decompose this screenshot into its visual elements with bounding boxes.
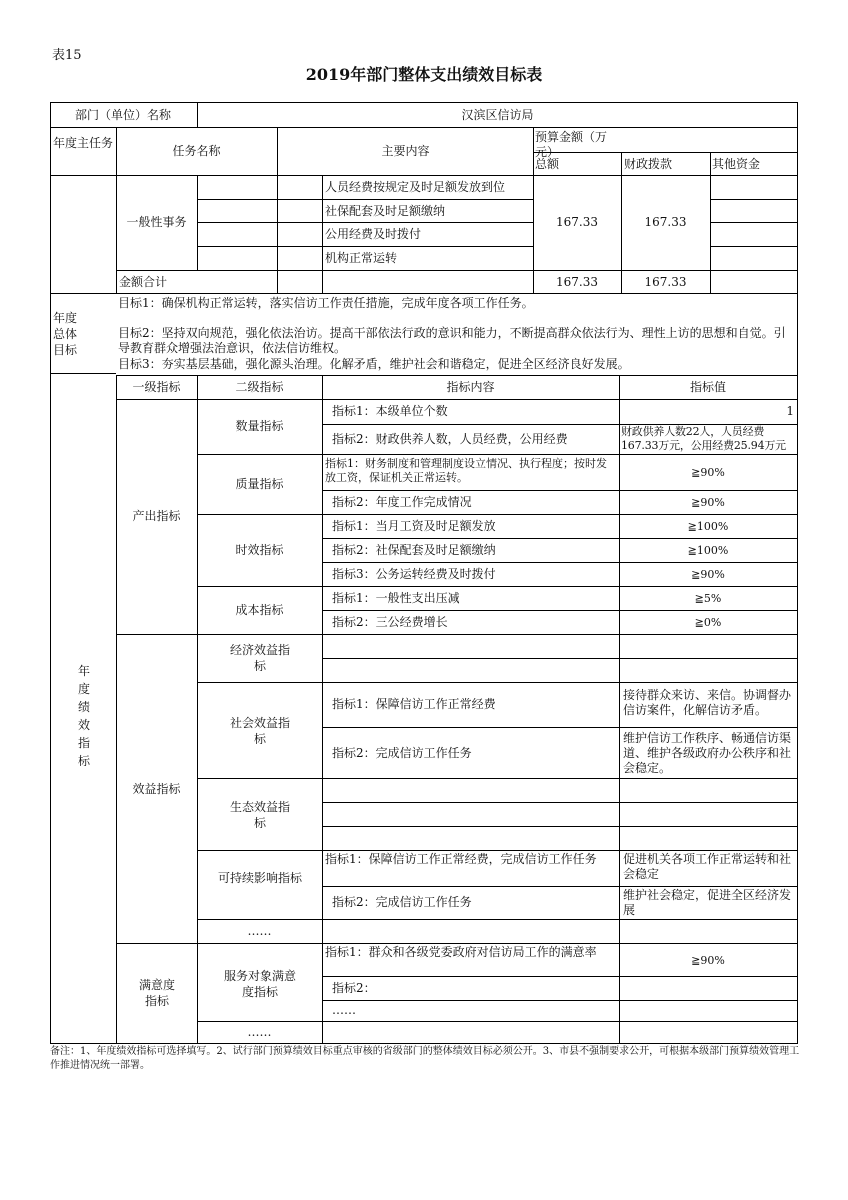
indicator-content-header: 指标内容 <box>446 380 495 394</box>
timeliness-indicator-1: 指标1：当月工资及时足额发放 <box>332 519 496 533</box>
quality-indicator-2-value: ≧90% <box>691 496 725 509</box>
social-indicator-2-value: 维护信访工作秩序、畅通信访渠道、维护各级政府办公秩序和社会稳定。 <box>623 731 792 775</box>
cost-indicator-label: 成本指标 <box>235 603 284 617</box>
task-content-1: 人员经费按规定及时足额发放到位 <box>325 180 506 194</box>
quantity-indicator-1: 指标1：本级单位个数 <box>332 404 448 418</box>
satisfaction-indicator-1: 指标1：群众和各级党委政府对信访局工作的满意率 <box>325 945 597 959</box>
task-content-2: 社保配套及时足额缴纳 <box>325 204 446 218</box>
sustainability-label: 可持续影响指标 <box>218 871 303 885</box>
economic-benefit-label: 经济效益指标 <box>230 643 291 673</box>
general-affairs-label: 一般性事务 <box>126 215 187 229</box>
budget-header: 预算金额（万元） <box>535 130 608 159</box>
table-number-label: 表15 <box>52 48 82 63</box>
satisfaction-ellipsis: …… <box>247 1025 272 1039</box>
satisfaction-indicator-1-value: ≧90% <box>691 954 725 967</box>
quantity-indicator-2: 指标2：财政供养人数，人员经费，公用经费 <box>332 432 568 446</box>
goal-3: 目标3：夯实基层基础，强化源头治理。化解矛盾，维护社会和谐稳定，促进全区经济良好发展。 <box>118 357 630 371</box>
goal-1: 目标1：确保机构正常运转，落实信访工作责任措施，完成年度各项工作任务。 <box>118 296 534 310</box>
level1-header: 一级指标 <box>132 380 181 394</box>
benefit-indicator-label: 效益指标 <box>132 782 181 796</box>
social-benefit-label: 社会效益指标 <box>230 716 291 746</box>
quantity-indicator-label: 数量指标 <box>235 419 284 433</box>
goal-2-text: 目标2：坚持双向规范，强化依法治访。提高干部依法行政的意识和能力，不断提高群众依法行为、理性上访的思想和自觉。引导教育群众增强法治意识，依法信访维权。 <box>118 326 786 355</box>
timeliness-indicator-label: 时效指标 <box>235 543 284 557</box>
annual-indicator-label: 年度绩效指标 <box>77 664 90 768</box>
quality-indicator-2: 指标2：年度工作完成情况 <box>332 495 472 509</box>
sum-total-value: 167.33 <box>556 275 598 289</box>
task-content-3: 公用经费及时拨付 <box>325 227 422 241</box>
social-indicator-2: 指标2：完成信访工作任务 <box>332 746 472 760</box>
social-indicator-1-value: 接待群众来访、来信。协调督办信访案件，化解信访矛盾。 <box>623 688 792 717</box>
level2-header: 二级指标 <box>235 380 284 394</box>
task-fiscal-value: 167.33 <box>644 215 687 229</box>
social-indicator-1: 指标1：保障信访工作正常经费 <box>332 697 496 711</box>
satisfaction-indicator-2: 指标2： <box>332 981 376 995</box>
footnote: 备注：1、年度绩效指标可选择填写。2、试行部门预算绩效目标重点审核的省级部门的整体绩效目标必须公开。3、市县不强制要求公开，可根据本级部门预算绩效管理工作推进情况统一部署。 <box>50 1046 800 1071</box>
satisfaction-ellipsis-inner: …… <box>332 1003 356 1017</box>
dept-name-value: 汉滨区信访局 <box>461 108 534 122</box>
satisfaction-indicator-label: 满意度指标 <box>138 978 175 1008</box>
quality-indicator-1: 指标1：财务制度和管理制度设立情况、执行程度；按时发放工资，保证机关正常运转。 <box>325 457 607 484</box>
timeliness-indicator-2: 指标2：社保配套及时足额缴纳 <box>332 543 496 557</box>
main-content-header: 主要内容 <box>381 144 430 158</box>
fiscal-header: 财政拨款 <box>624 157 673 171</box>
cost-indicator-1: 指标1：一般性支出压减 <box>332 591 460 605</box>
amount-sum-label: 金额合计 <box>119 275 168 289</box>
task-content-4: 机构正常运转 <box>325 251 398 265</box>
quantity-indicator-1-value: 1 <box>786 404 794 418</box>
sum-fiscal-value: 167.33 <box>644 275 687 289</box>
output-indicator-label: 产出指标 <box>132 509 181 523</box>
task-total-value: 167.33 <box>556 215 598 229</box>
timeliness-indicator-3-value: ≧90% <box>691 568 725 581</box>
cost-indicator-1-value: ≧5% <box>694 592 722 605</box>
total-header: 总额 <box>535 157 560 171</box>
annual-goal-label: 年度总体目标 <box>53 311 78 357</box>
benefit-ellipsis: …… <box>247 924 272 938</box>
cost-indicator-2: 指标2：三公经费增长 <box>332 615 448 629</box>
annual-task-header: 年度主任务 <box>52 136 113 150</box>
sustain-indicator-1: 指标1：保障信访工作正常经费，完成信访工作任务 <box>325 852 597 866</box>
service-satisfaction-label: 服务对象满意度指标 <box>223 969 296 999</box>
task-name-header: 任务名称 <box>172 144 221 158</box>
quality-indicator-1-value: ≧90% <box>691 466 725 479</box>
dept-name-label: 部门（单位）名称 <box>74 108 171 122</box>
timeliness-indicator-3: 指标3：公务运转经费及时拨付 <box>332 567 496 581</box>
quantity-indicator-2-value: 财政供养人数22人，人员经费167.33万元，公用经费25.94万元 <box>621 425 786 452</box>
cost-indicator-2-value: ≧0% <box>694 616 722 629</box>
indicator-value-header: 指标值 <box>689 380 726 394</box>
timeliness-indicator-2-value: ≧100% <box>687 544 729 557</box>
timeliness-indicator-1-value: ≧100% <box>687 520 729 533</box>
sustain-indicator-1-value: 促进机关各项工作正常运转和社会稳定 <box>623 852 792 881</box>
sustain-indicator-2-value: 维护社会稳定，促进全区经济发展 <box>623 888 792 917</box>
quality-indicator-label: 质量指标 <box>235 477 284 491</box>
page-title: 2019年部门整体支出绩效目标表 <box>305 65 543 84</box>
ecological-benefit-label: 生态效益指标 <box>230 800 291 830</box>
goal-2 <box>118 326 794 356</box>
other-funds-header: 其他资金 <box>712 157 761 171</box>
sustain-indicator-2: 指标2：完成信访工作任务 <box>332 895 472 909</box>
